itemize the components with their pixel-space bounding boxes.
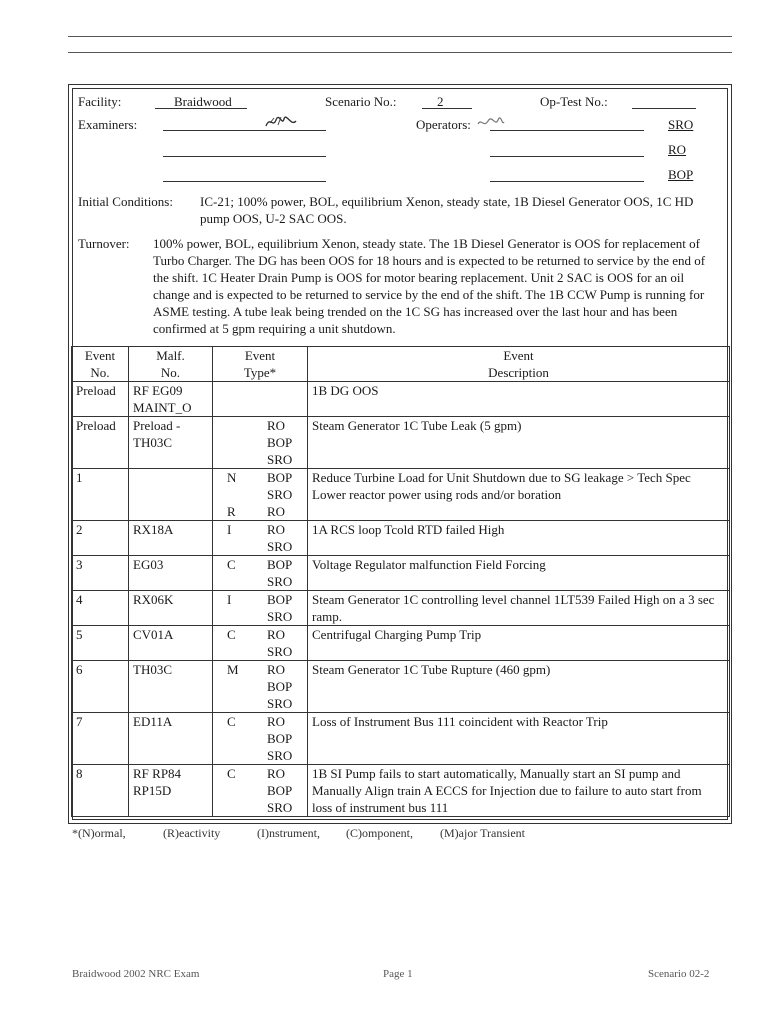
event-description-cell: 1A RCS loop Tcold RTD failed High	[308, 521, 730, 556]
malfunction-cell	[129, 469, 213, 521]
malfunction-cell: TH03C	[129, 661, 213, 713]
event-type-positions: BOP SRO RO	[267, 470, 293, 519]
event-row	[72, 417, 730, 469]
event-description-cell: Steam Generator 1C Tube Rupture (460 gpm)	[308, 661, 730, 713]
malfunction-cell: Preload - TH03C	[129, 417, 213, 469]
event-description-cell: Voltage Regulator malfunction Field Forcing	[308, 556, 730, 591]
turnover-text: 100% power, BOL, equilibrium Xenon, steady state. The 1B Diesel Generator is OOS for replacement of Turbo Charger. The DG has been OOS for 18 hours and is expected to be returned to service by the end of the shift. 1C Heater Drain Pump is OOS for motor bearing replacement. Unit 2 SAC is OOS for an oil change and is expected to be returned to service by the end of the shift. The 1B CCW Pump is running for ASME testing. A tube leak being trended on the 1C SG has increased over the last hour and has been confirmed at 5 gpm requiring a unit shutdown.	[153, 236, 706, 336]
event-type-code: N R	[227, 470, 237, 519]
operator-signature-mark	[476, 114, 506, 130]
event-row	[72, 626, 730, 661]
event-number-cell: 8	[72, 765, 129, 817]
header-malf-no: Malf. No.	[129, 347, 213, 382]
event-table	[71, 346, 730, 817]
event-number-cell: 3	[72, 556, 129, 591]
event-type-positions: BOP SRO	[267, 592, 293, 624]
event-type-code: I	[227, 592, 232, 607]
event-type-positions: RO BOP SRO	[267, 766, 293, 815]
event-type-cell	[213, 417, 308, 469]
event-type-code: C	[227, 627, 236, 642]
event-row	[72, 591, 730, 626]
operator-line-1	[490, 130, 644, 131]
event-number-cell: Preload	[72, 382, 129, 417]
top-rule-2	[68, 52, 732, 53]
event-type-cell	[213, 765, 308, 817]
event-row	[72, 661, 730, 713]
event-type-cell	[213, 382, 308, 417]
malfunction-cell: ED11A	[129, 713, 213, 765]
event-type-code	[217, 417, 261, 468]
event-row	[72, 713, 730, 765]
event-description-cell: 1B SI Pump fails to start automatically, Manually start an SI pump and Manually Align train A ECCS for Injection due to failure to auto start from loss of instrument bus 111	[308, 765, 730, 817]
event-description-cell: Reduce Turbine Load for Unit Shutdown due to SG leakage > Tech Spec Lower reactor power using rods and/or boration	[308, 469, 730, 521]
position-bop: BOP	[668, 167, 694, 182]
scenario-value: 2	[437, 94, 444, 109]
position-ro: RO	[668, 142, 687, 157]
scenario-underline	[422, 108, 472, 109]
event-number-cell: 4	[72, 591, 129, 626]
event-type-cell	[213, 591, 308, 626]
footer-scenario-id: Scenario 02-2	[648, 968, 710, 980]
event-type-code: I	[227, 522, 232, 537]
malfunction-cell: RX18A	[129, 521, 213, 556]
header-event-no: Event No.	[72, 347, 129, 382]
legend-reactivity: (R)eactivity	[163, 826, 221, 840]
footer-exam-name: Braidwood 2002 NRC Exam	[72, 968, 200, 980]
event-type-cell	[213, 626, 308, 661]
event-type-positions: RO SRO	[267, 627, 293, 659]
event-type-code: C	[227, 557, 236, 572]
event-type-positions: BOP SRO	[267, 557, 293, 589]
event-description-cell: Steam Generator 1C controlling level channel 1LT539 Failed High on a 3 sec ramp.	[308, 591, 730, 626]
event-row	[72, 521, 730, 556]
operator-line-2	[490, 156, 644, 157]
optest-underline	[632, 108, 696, 109]
event-type-code: C	[227, 766, 236, 781]
event-number-cell: Preload	[72, 417, 129, 469]
legend-instrument: (I)nstrument,	[257, 826, 320, 840]
event-number-cell: 7	[72, 713, 129, 765]
event-row	[72, 382, 730, 417]
header-event-type: Event Type*	[213, 347, 308, 382]
event-description-cell: Centrifugal Charging Pump Trip	[308, 626, 730, 661]
turnover-label: Turnover:	[78, 236, 130, 251]
event-type-cell	[213, 521, 308, 556]
facility-value: Braidwood	[174, 94, 232, 109]
examiner-line-3	[163, 181, 326, 182]
event-type-positions: RO BOP SRO	[267, 662, 293, 711]
facility-label: Facility:	[78, 94, 122, 109]
malfunction-cell: RX06K	[129, 591, 213, 626]
operator-line-3	[490, 181, 644, 182]
legend-component: (C)omponent,	[346, 826, 413, 840]
event-number-cell: 6	[72, 661, 129, 713]
event-row	[72, 556, 730, 591]
examiner-line-2	[163, 156, 326, 157]
malfunction-cell: CV01A	[129, 626, 213, 661]
facility-underline	[155, 108, 247, 109]
operators-label: Operators:	[416, 117, 471, 132]
footer-page-number: Page 1	[383, 968, 413, 980]
scenario-label: Scenario No.:	[325, 94, 397, 109]
event-type-positions: RO SRO	[267, 522, 293, 554]
optest-label: Op-Test No.:	[540, 94, 608, 109]
examiner-line-1	[163, 130, 326, 131]
legend-normal: *(N)ormal,	[72, 826, 126, 840]
event-description-cell: Loss of Instrument Bus 111 coincident with Reactor Trip	[308, 713, 730, 765]
malfunction-cell: RF RP84 RP15D	[129, 765, 213, 817]
event-type-cell	[213, 556, 308, 591]
event-row	[72, 469, 730, 521]
top-rule-1	[68, 36, 732, 37]
event-type-cell	[213, 713, 308, 765]
event-table-header	[72, 347, 730, 382]
event-type-cell	[213, 469, 308, 521]
legend-major-transient: (M)ajor Transient	[440, 826, 525, 840]
event-number-cell: 2	[72, 521, 129, 556]
event-row	[72, 765, 730, 817]
examiners-label: Examiners:	[78, 117, 138, 132]
initial-conditions-text: IC-21; 100% power, BOL, equilibrium Xenon, steady state, 1B Diesel Generator OOS, 1C HD pump OOS, U-2 SAC OOS.	[200, 194, 694, 226]
malfunction-cell: RF EG09 MAINT_O	[129, 382, 213, 417]
event-number-cell: 1	[72, 469, 129, 521]
event-type-cell	[213, 661, 308, 713]
position-sro: SRO	[668, 117, 694, 132]
event-description-cell: 1B DG OOS	[308, 382, 730, 417]
event-description-cell: Steam Generator 1C Tube Leak (5 gpm)	[308, 417, 730, 469]
header-event-description: Event Description	[308, 347, 730, 382]
event-type-code: C	[227, 714, 236, 729]
event-type-positions: RO BOP SRO	[267, 714, 293, 763]
examiner-signature-mark	[264, 114, 298, 130]
event-type-positions: RO BOP SRO	[267, 418, 293, 467]
initial-conditions-label: Initial Conditions:	[78, 194, 173, 209]
event-type-code: M	[227, 662, 239, 677]
event-number-cell: 5	[72, 626, 129, 661]
malfunction-cell: EG03	[129, 556, 213, 591]
